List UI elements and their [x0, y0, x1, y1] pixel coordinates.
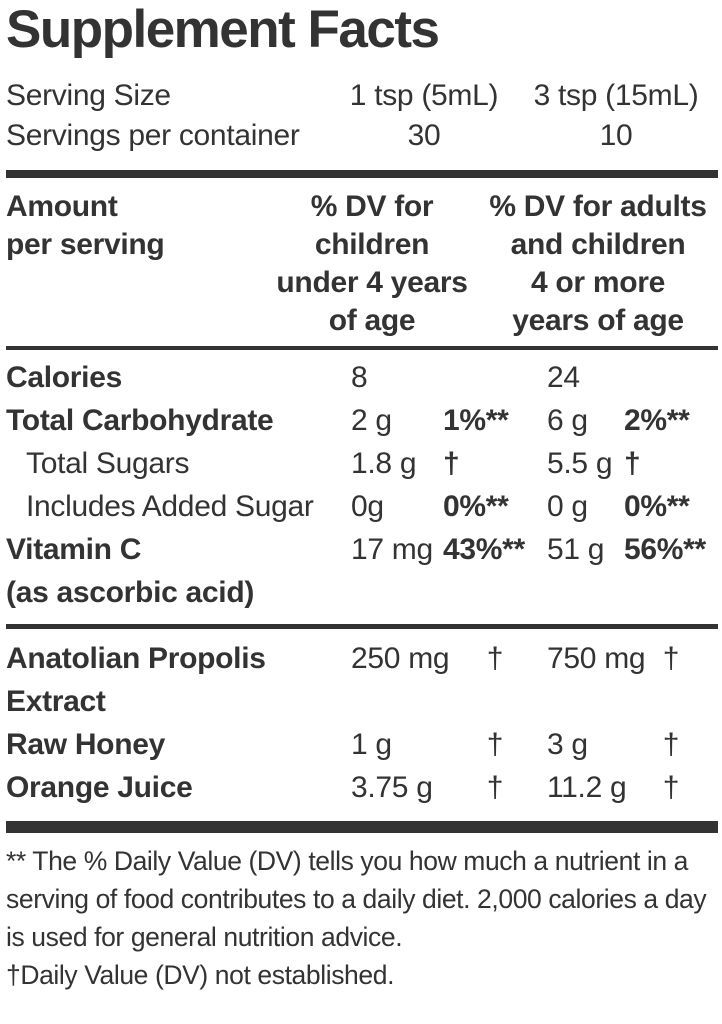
amount-value: 750 mg [547, 642, 646, 676]
amount-value: 51 g [547, 533, 605, 567]
nutrient-name: Orange Juice [6, 771, 193, 805]
header-line: % DV for [310, 190, 434, 224]
nutrient-label [6, 528, 351, 614]
dv-value: 1%** [443, 404, 509, 438]
dv-value: † [486, 642, 504, 676]
daily-value-footnote: ** The % Daily Value (DV) tells you how much a nutrient in a serving of food contributes to a daily diet. 2,000 calories a day is used for general nutrition advice. [6, 846, 707, 952]
amount-per-serving-header [6, 188, 266, 340]
header-line: 4 or more [530, 266, 665, 300]
nutrient-label [6, 723, 351, 766]
dv-value: † [624, 447, 641, 481]
dagger-footnote: †Daily Value (DV) not established. [6, 959, 395, 990]
amount-value: 24 [547, 361, 580, 395]
serving-size-label: Serving Size [6, 79, 171, 113]
divider-thick-bottom [6, 821, 718, 833]
dv-value: 43%** [443, 533, 525, 567]
column-header-row [6, 184, 718, 344]
page-title: Supplement Facts [6, 0, 439, 59]
footnotes [6, 843, 718, 995]
dv-adults-header [478, 188, 718, 340]
table-row [6, 485, 718, 528]
table-row [6, 637, 718, 723]
serving-size-value-adults: 3 tsp (15mL) [533, 79, 699, 113]
nutrients-table [6, 356, 718, 614]
header-line: Amount [6, 190, 118, 224]
amount-value: 3 g [547, 728, 588, 762]
header-line: under 4 years [276, 266, 468, 300]
amount-value: 5.5 g [547, 447, 613, 481]
dv-value: † [662, 771, 680, 805]
header-line: of age [328, 304, 416, 338]
dv-value: 0%** [624, 490, 690, 524]
nutrient-label [6, 766, 351, 809]
table-row [6, 766, 718, 809]
nutrient-name: Includes Added Sugar [26, 490, 314, 524]
amount-value: 8 [351, 361, 368, 395]
nutrient-name: Total Carbohydrate [6, 404, 274, 438]
header-line: per serving [6, 228, 165, 262]
divider-thick-top [6, 170, 718, 178]
table-row [6, 442, 718, 485]
amount-value: 1 g [351, 728, 392, 762]
nutrient-name: Calories [6, 361, 122, 395]
nutrient-label [6, 356, 351, 399]
dv-children-header [266, 188, 478, 340]
nutrient-name: Vitamin C [6, 533, 142, 567]
nutrient-label [6, 485, 351, 528]
table-row [6, 399, 718, 442]
divider-thin [6, 346, 718, 350]
servings-per-container-row [6, 116, 718, 156]
dv-value: † [486, 728, 504, 762]
amount-value: 0g [351, 490, 384, 524]
dv-value: † [662, 642, 680, 676]
nutrient-name: Anatolian Propolis Extract [6, 642, 266, 719]
table-row [6, 723, 718, 766]
nutrient-label [6, 637, 351, 723]
amount-value: 1.8 g [351, 447, 417, 481]
table-row [6, 356, 718, 399]
dv-value: 0%** [443, 490, 509, 524]
amount-value: 17 mg [351, 533, 433, 567]
nutrient-subname: (as ascorbic acid) [6, 576, 255, 610]
nutrient-name: Total Sugars [26, 447, 190, 481]
table-row [6, 528, 718, 614]
servings-per-container-label: Servings per container [6, 119, 300, 153]
dv-value: 2%** [624, 404, 690, 438]
header-line: years of age [512, 304, 684, 338]
header-line: % DV for adults [489, 190, 707, 224]
nutrient-label [6, 399, 351, 442]
nutrient-name: Raw Honey [6, 728, 166, 762]
amount-value: 3.75 g [351, 771, 433, 805]
serving-size-row [6, 76, 718, 116]
ingredients-table [6, 637, 718, 809]
amount-value: 6 g [547, 404, 588, 438]
dv-value: † [443, 447, 460, 481]
serving-size-value-children: 1 tsp (5mL) [349, 79, 499, 113]
nutrient-label [6, 442, 351, 485]
servings-count-children: 30 [407, 119, 441, 153]
amount-value: 0 g [547, 490, 588, 524]
amount-value: 11.2 g [547, 771, 627, 805]
dv-value: † [486, 771, 504, 805]
dv-value: † [662, 728, 680, 762]
amount-value: 250 mg [351, 642, 450, 676]
amount-value: 2 g [351, 404, 392, 438]
dv-value: 56%** [624, 533, 706, 567]
header-line: children [314, 228, 430, 262]
divider-mid [6, 624, 718, 629]
header-line: and children [510, 228, 686, 262]
servings-count-adults: 10 [599, 119, 633, 153]
